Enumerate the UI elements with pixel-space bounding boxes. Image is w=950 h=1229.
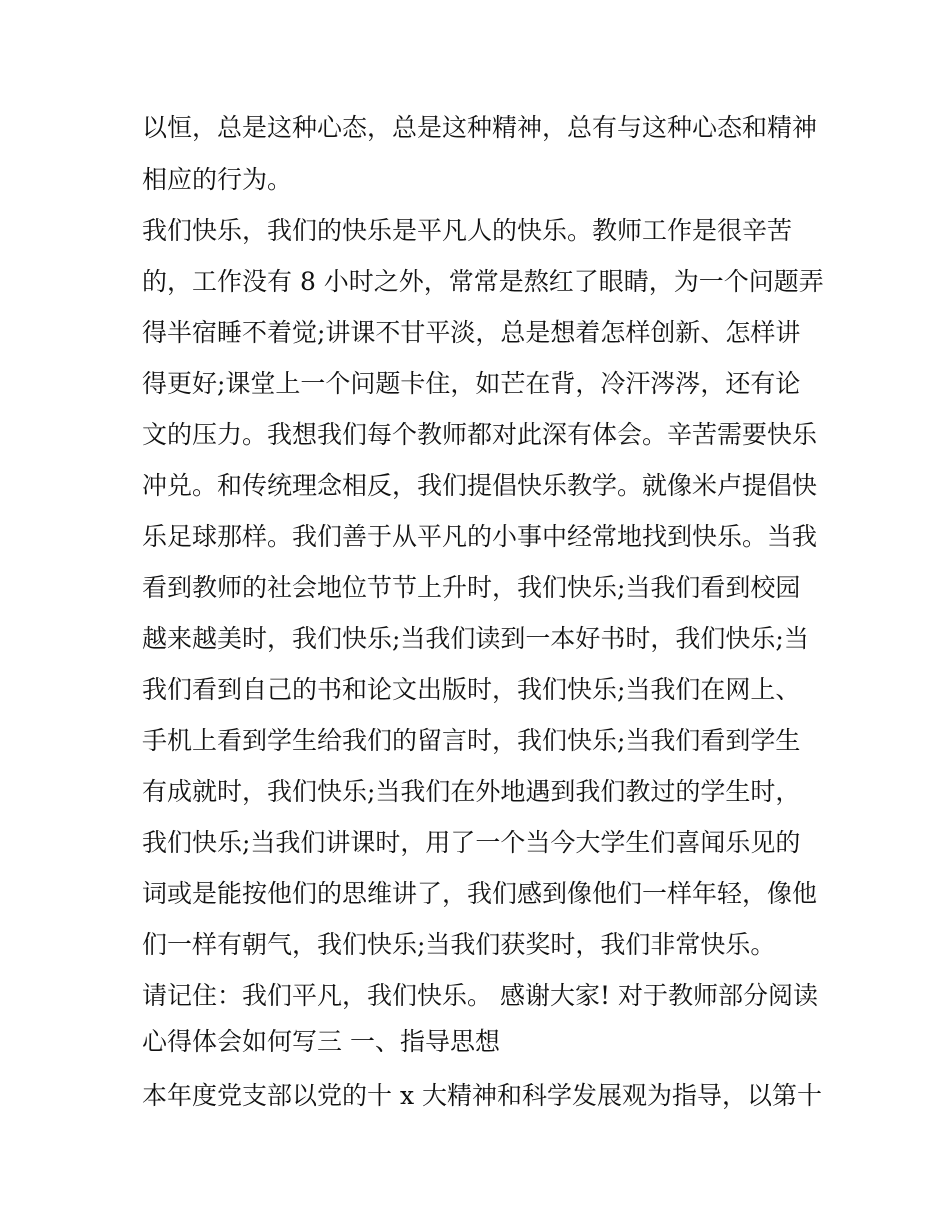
text-line: 手机上看到学生给我们的留言时，我们快乐;当我们看到学生: [142, 726, 801, 755]
text-line: 有成就时，我们快乐;当我们在外地遇到我们教过的学生时，: [142, 777, 801, 806]
text-line: 看到教师的社会地位节节上升时，我们快乐;当我们看到校园: [142, 573, 801, 602]
text-line: 冲兑。和传统理念相反，我们提倡快乐教学。就像米卢提倡快: [142, 471, 818, 500]
text-line: 文的压力。我想我们每个教师都对此深有体会。辛苦需要快乐: [142, 420, 818, 449]
text-line: 相应的行为。: [142, 165, 293, 194]
text-line: 们一样有朝气，我们快乐;当我们获奖时，我们非常快乐。: [142, 930, 776, 959]
text-line: 本年度党支部以党的十 x 大精神和科学发展观为指导，以第十: [142, 1081, 822, 1110]
text-line: 得更好;课堂上一个问题卡住，如芒在背，冷汗涔涔，还有论: [142, 369, 801, 398]
text-line: 我们快乐;当我们讲课时，用了一个当今大学生们喜闻乐见的: [142, 828, 801, 857]
text-line: 词或是能按他们的思维讲了，我们感到像他们一样年轻，像他: [142, 879, 818, 908]
text-line: 我们看到自己的书和论文出版时，我们快乐;当我们在网上、: [142, 675, 801, 704]
text-line: 乐足球那样。我们善于从平凡的小事中经常地找到快乐。当我: [142, 522, 818, 551]
text-line: 得半宿睡不着觉;讲课不甘平淡，总是想着怎样创新、怎样讲: [142, 318, 801, 347]
text-line: 以恒，总是这种心态，总是这种精神，总有与这种心态和精神: [142, 113, 818, 142]
text-line: 我们快乐，我们的快乐是平凡人的快乐。教师工作是很辛苦: [142, 216, 793, 245]
text-line: 的，工作没有 8 小时之外，常常是熬红了眼睛，为一个问题弄: [142, 267, 824, 296]
text-line: 越来越美时，我们快乐;当我们读到一本好书时，我们快乐;当: [142, 624, 809, 653]
text-line: 心得体会如何写三 一、指导思想: [142, 1027, 500, 1056]
text-line: 请记住：我们平凡，我们快乐。 感谢大家! 对于教师部分阅读: [142, 981, 818, 1010]
